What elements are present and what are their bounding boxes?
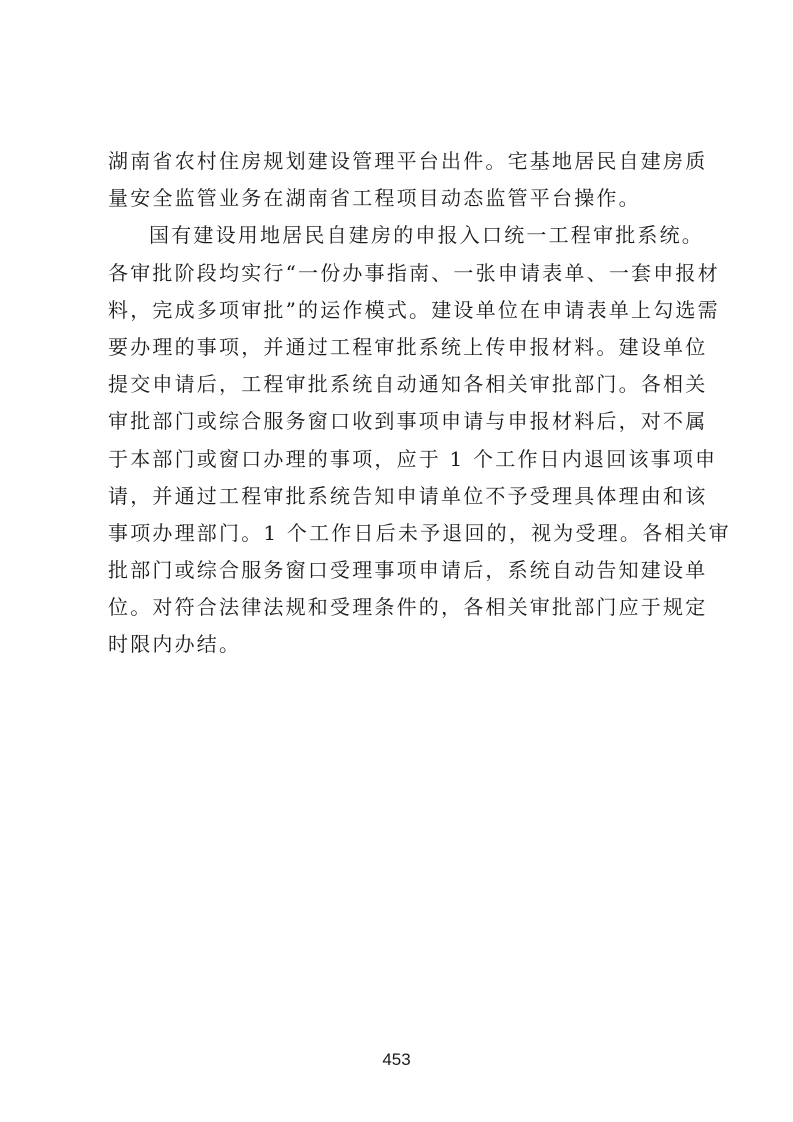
text-line: 审批部门或综合服务窗口收到事项申请与申报材料后，对不属 — [108, 409, 708, 434]
text-line: 时限内办结。 — [108, 632, 242, 657]
text-line: 请，并通过工程审批系统告知申请单位不予受理具体理由和该 — [108, 483, 708, 508]
text-line: 批部门或综合服务窗口受理事项申请后，系统自动告知建设单 — [108, 558, 708, 583]
text-line: 要办理的事项，并通过工程审批系统上传申报材料。建设单位 — [108, 334, 708, 359]
text-line: 各审批阶段均实行“一份办事指南、一张申请表单、一套申报材 — [108, 260, 720, 285]
body-text — [108, 143, 731, 664]
text-line: 提交申请后，工程审批系统自动通知各相关审批部门。各相关 — [108, 372, 708, 397]
text-line: 国有建设用地居民自建房的申报入口统一工程审批系统。 — [149, 223, 704, 248]
text-line: 料，完成多项审批”的运作模式。建设单位在申请表单上勾选需 — [108, 297, 720, 322]
page-number: 453 — [382, 1050, 411, 1069]
text-line: 于本部门或窗口办理的事项，应于 1 个工作日内退回该事项申 — [108, 446, 718, 471]
text-line: 湖南省农村住房规划建设管理平台出件。宅基地居民自建房质 — [108, 149, 708, 173]
text-line: 事项办理部门。1 个工作日后未予退回的，视为受理。各相关审 — [108, 520, 731, 545]
text-line: 位。对符合法律法规和受理条件的，各相关审批部门应于规定 — [108, 595, 708, 620]
text-line: 量安全监管业务在湖南省工程项目动态监管平台操作。 — [108, 186, 641, 211]
